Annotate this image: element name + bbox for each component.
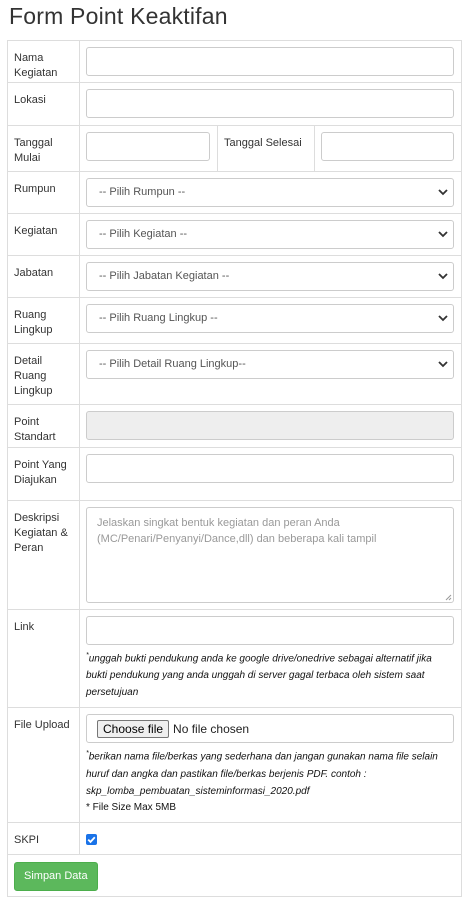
- lokasi-label: Lokasi: [14, 94, 46, 106]
- link-help-text: *unggah bukti pendukung anda ke google drive/onedrive sebagai alternatif jika bukti pendukung yang anda unggah di server gagal terbaca oleh sistem saat persetujuan: [86, 652, 432, 699]
- jabatan-label: Jabatan: [14, 267, 54, 279]
- link-input[interactable]: [86, 616, 454, 645]
- kegiatan-select[interactable]: [86, 220, 454, 249]
- rumpun-select[interactable]: [86, 178, 454, 207]
- detail-ruang-lingkup-label: Detail Ruang Lingkup: [14, 355, 53, 397]
- tanggal-mulai-label: Tanggal Mulai: [14, 137, 53, 164]
- activity-form: [7, 40, 462, 897]
- rumpun-selected: -- Pilih Rumpun --: [99, 186, 186, 198]
- resize-grip-icon[interactable]: [444, 593, 452, 601]
- tanggal-selesai-input[interactable]: [321, 132, 454, 161]
- file-upload-input[interactable]: [86, 714, 454, 743]
- point-diajukan-label: Point Yang Diajukan: [14, 459, 67, 486]
- deskripsi-placeholder: Jelaskan singkat bentuk kegiatan dan peran Anda (MC/Penari/Penyanyi/Dance,dll) dan beberapa kali tampil: [97, 517, 377, 545]
- chevron-down-icon: [438, 187, 448, 197]
- detail-ruang-lingkup-selected: -- Pilih Detail Ruang Lingkup--: [99, 358, 246, 370]
- tanggal-mulai-input[interactable]: [86, 132, 210, 161]
- chevron-down-icon: [438, 229, 448, 239]
- nama-kegiatan-label: Nama Kegiatan: [14, 52, 58, 79]
- point-standart-label: Point Standart: [14, 416, 56, 443]
- kegiatan-selected: -- Pilih Kegiatan --: [99, 228, 188, 240]
- nama-kegiatan-input[interactable]: [86, 47, 454, 76]
- deskripsi-textarea[interactable]: [86, 507, 454, 603]
- jabatan-selected: -- Pilih Jabatan Kegiatan --: [99, 270, 230, 282]
- page-title: Form Point Keaktifan: [9, 3, 228, 29]
- detail-ruang-lingkup-select[interactable]: [86, 350, 454, 379]
- lokasi-input[interactable]: [86, 89, 454, 118]
- skpi-checkbox[interactable]: [86, 834, 97, 845]
- choose-file-button[interactable]: Choose file: [97, 720, 169, 738]
- tanggal-selesai-label: Tanggal Selesai: [224, 137, 302, 149]
- link-label: Link: [14, 621, 35, 633]
- simpan-data-button[interactable]: Simpan Data: [14, 862, 98, 891]
- kegiatan-label: Kegiatan: [14, 225, 58, 237]
- check-icon: [86, 834, 97, 845]
- point-diajukan-input[interactable]: [86, 454, 454, 483]
- deskripsi-label: Deskripsi Kegiatan & Peran: [14, 512, 68, 554]
- ruang-lingkup-label: Ruang Lingkup: [14, 309, 53, 336]
- ruang-lingkup-selected: -- Pilih Ruang Lingkup --: [99, 312, 218, 324]
- chevron-down-icon: [438, 313, 448, 323]
- ruang-lingkup-select[interactable]: [86, 304, 454, 333]
- chevron-down-icon: [438, 271, 448, 281]
- skpi-label: SKPI: [14, 833, 40, 846]
- rumpun-label: Rumpun: [14, 183, 56, 195]
- file-status: No file chosen: [173, 721, 250, 736]
- point-standart-input: [86, 411, 454, 440]
- chevron-down-icon: [438, 359, 448, 369]
- jabatan-select[interactable]: [86, 262, 454, 291]
- file-size-note: * File Size Max 5MB: [86, 801, 177, 813]
- file-help-text: *berikan nama file/berkas yang sederhana dan jangan gunakan nama file selain huruf dan angka dan pastikan file/berkas berjenis PDF. contoh : skp_lomba_pembuatan_sisteminformasi_2020.pdf: [86, 750, 438, 797]
- file-upload-label: File Upload: [14, 719, 70, 732]
